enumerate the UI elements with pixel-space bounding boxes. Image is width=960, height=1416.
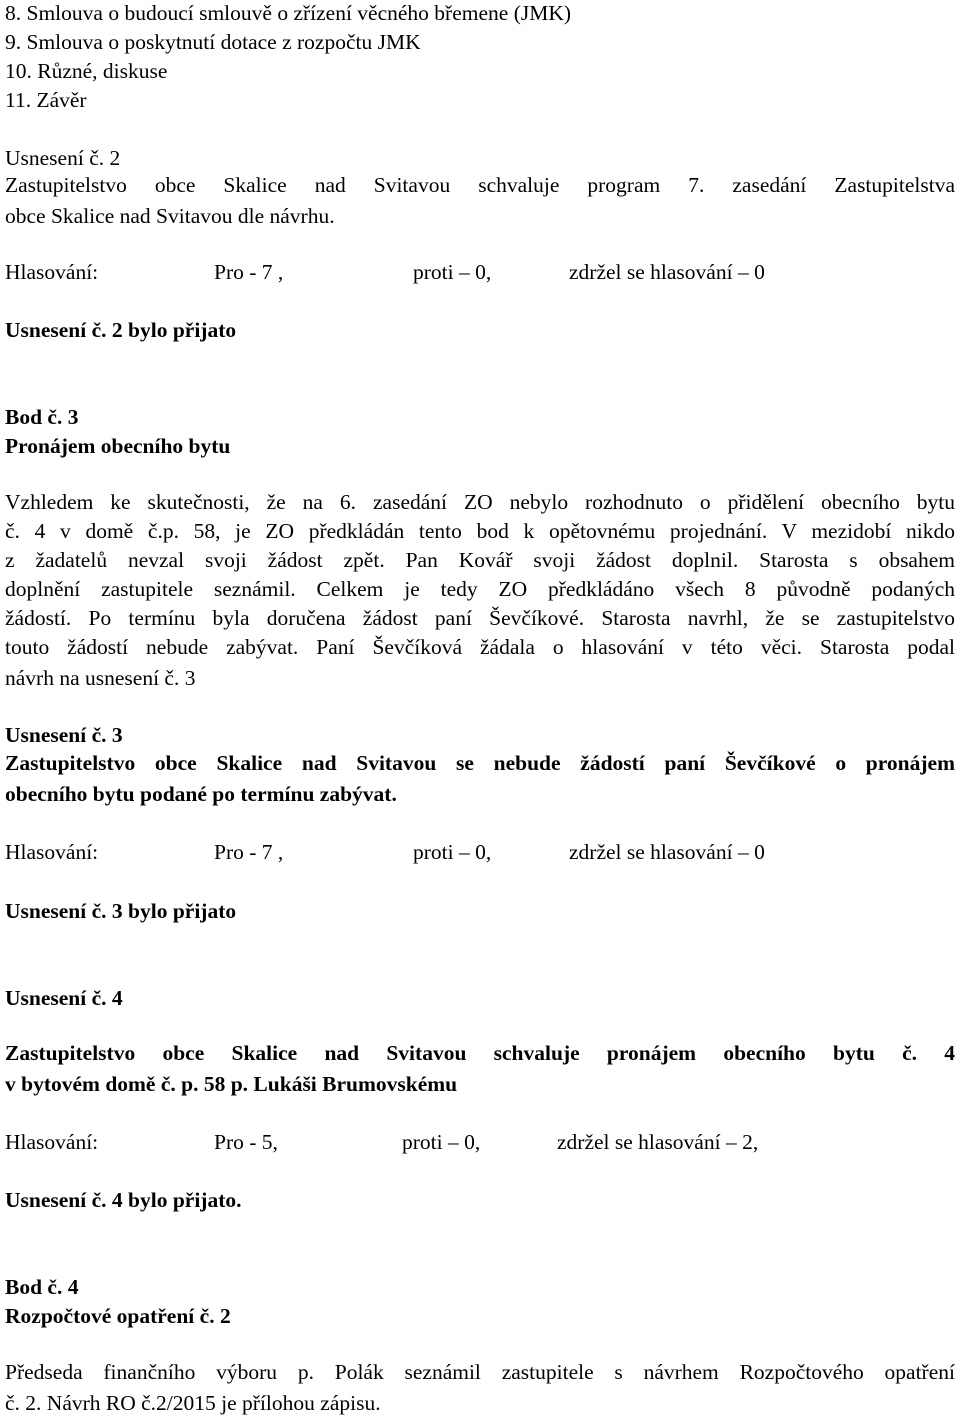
resolution-3-result: Usnesení č. 3 bylo přijato	[5, 899, 237, 923]
vote-pro: Pro - 5,	[214, 1130, 278, 1154]
bod-4-para-line: Předseda finančního výboru p. Polák seznámil zastupitele s návrhem Rozpočtového opatření	[5, 1360, 955, 1384]
vote-pro: Pro - 7 ,	[214, 260, 284, 284]
bod-3-para-line: č. 4 v domě č.p. 58, je ZO předkládán tento bod k opětovnému projednání. V mezidobí nikdo	[5, 519, 955, 543]
bod-3-para-line: žádostí. Po termínu byla doručena žádost paní Ševčíkové. Starosta navrhl, že se zastupitelstvo	[5, 606, 955, 630]
resolution-2-text-line-2: obce Skalice nad Svitavou dle návrhu.	[5, 204, 335, 228]
resolution-2-result: Usnesení č. 2 bylo přijato	[5, 318, 237, 342]
resolution-3-text-line-2: obecního bytu podané po termínu zabývat.	[5, 782, 397, 806]
bod-3-heading: Bod č. 3	[5, 405, 79, 429]
agenda-item-10: 10. Různé, diskuse	[5, 59, 168, 83]
vote-proti: proti – 0,	[413, 840, 492, 864]
resolution-2-text-line-1: Zastupitelstvo obce Skalice nad Svitavou schvaluje program 7. zasedání Zastupitelstva	[5, 173, 955, 197]
bod-4-heading: Bod č. 4	[5, 1275, 79, 1299]
bod-4-title: Rozpočtové opatření č. 2	[5, 1304, 231, 1328]
agenda-item-11: 11. Závěr	[5, 88, 87, 112]
bod-3-para-line: návrh na usnesení č. 3	[5, 666, 196, 690]
vote-pro: Pro - 7 ,	[214, 840, 284, 864]
vote-zdrzel: zdržel se hlasování – 2,	[557, 1130, 759, 1154]
vote-label: Hlasování:	[5, 260, 99, 284]
resolution-4-text-line-2: v bytovém domě č. p. 58 p. Lukáši Brumovskému	[5, 1072, 458, 1096]
resolution-4-text-line-1: Zastupitelstvo obce Skalice nad Svitavou schvaluje pronájem obecního bytu č. 4	[5, 1041, 955, 1065]
vote-zdrzel: zdržel se hlasování – 0	[569, 260, 765, 284]
bod-4-para-line: č. 2. Návrh RO č.2/2015 je přílohou zápisu.	[5, 1391, 381, 1415]
bod-3-para-line: z žadatelů nevzal svoji žádost zpět. Pan Kovář svoji žádost doplnil. Starosta s obsahem	[5, 548, 955, 572]
resolution-3-text-line-1: Zastupitelstvo obce Skalice nad Svitavou se nebude žádostí paní Ševčíkové o pronájem	[5, 751, 955, 775]
agenda-item-8: 8. Smlouva o budoucí smlouvě o zřízení věcného břemene (JMK)	[5, 1, 572, 25]
resolution-2-heading: Usnesení č. 2	[5, 146, 121, 170]
vote-label: Hlasování:	[5, 840, 99, 864]
bod-3-para-line: Vzhledem ke skutečnosti, že na 6. zasedání ZO nebylo rozhodnuto o přidělení obecního bytu	[5, 490, 955, 514]
bod-3-para-line: touto žádostí nebude zabývat. Paní Ševčíková žádala o hlasování v této věci. Starosta podal	[5, 635, 955, 659]
resolution-3-heading: Usnesení č. 3	[5, 723, 123, 747]
vote-label: Hlasování:	[5, 1130, 99, 1154]
vote-zdrzel: zdržel se hlasování – 0	[569, 840, 765, 864]
bod-3-title: Pronájem obecního bytu	[5, 434, 231, 458]
resolution-4-heading: Usnesení č. 4	[5, 986, 123, 1010]
vote-proti: proti – 0,	[413, 260, 492, 284]
agenda-item-9: 9. Smlouva o poskytnutí dotace z rozpočtu JMK	[5, 30, 421, 54]
bod-3-para-line: doplnění zastupitele seznámil. Celkem je tedy ZO předkládáno všech 8 původně podaných	[5, 577, 955, 601]
vote-proti: proti – 0,	[402, 1130, 481, 1154]
resolution-4-result: Usnesení č. 4 bylo přijato.	[5, 1188, 242, 1212]
